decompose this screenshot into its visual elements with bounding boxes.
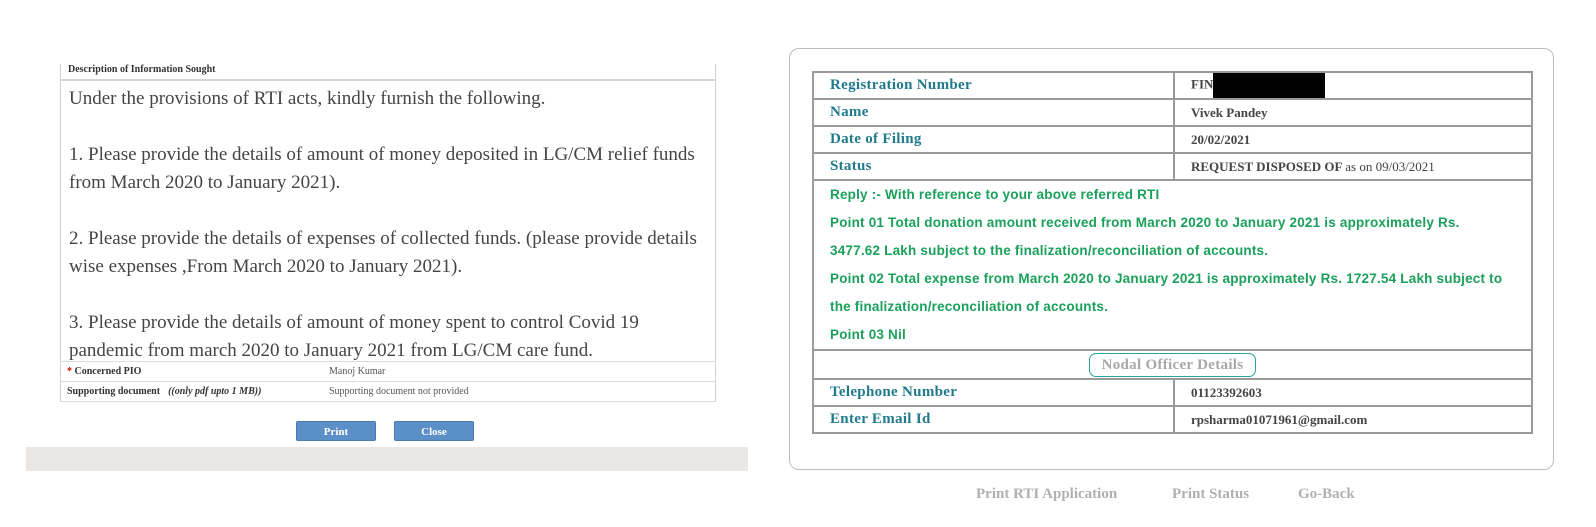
- status-label: Status: [813, 153, 1174, 180]
- concerned-pio-value: Manoj Kumar: [322, 362, 715, 382]
- paragraph-point-1: 1. Please provide the details of amount of money deposited in LG/CM relief funds from March 2020 to January 2021).: [69, 144, 695, 193]
- table-row: [813, 99, 1532, 126]
- status-date: as on 09/03/2021: [1345, 158, 1435, 174]
- concerned-pio-text: Concerned PIO: [74, 366, 142, 377]
- print-rti-application-link[interactable]: Print RTI Application: [976, 486, 1118, 502]
- status-value: [1174, 153, 1532, 180]
- reply-line: Reply :- With reference to your above referred RTI: [830, 187, 1160, 202]
- rti-application-view: [0, 0, 760, 527]
- table-row: [813, 379, 1532, 406]
- status-text: REQUEST DISPOSED OF: [1191, 158, 1342, 174]
- date-of-filing-value: 20/02/2021: [1174, 126, 1532, 153]
- nodal-officer-header: [813, 350, 1532, 379]
- table-row: [813, 406, 1532, 433]
- reply-text: [813, 180, 1532, 350]
- table-row: [813, 153, 1532, 180]
- telephone-number-label: Telephone Number: [813, 379, 1174, 406]
- paragraph-intro: Under the provisions of RTI acts, kindly furnish the following.: [69, 88, 546, 109]
- redaction-box: [1213, 73, 1325, 98]
- concerned-pio-label: [60, 362, 322, 382]
- information-sought-box: [60, 64, 716, 360]
- supporting-document-note: ((only pdf upto 1 MB)): [168, 386, 262, 397]
- table-row: [813, 126, 1532, 153]
- table-row: [813, 72, 1532, 99]
- registration-number-label: Registration Number: [813, 72, 1174, 99]
- supporting-document-value: Supporting document not provided: [322, 382, 715, 402]
- reply-line: the finalization/reconciliation of accounts.: [830, 299, 1109, 314]
- reply-line: 3477.62 Lakh subject to the finalization/reconciliation of accounts.: [830, 243, 1269, 258]
- paragraph-point-2: 2. Please provide the details of expenses of collected funds. (please provide details wise expenses ,From March 2020 to January 2021).: [69, 228, 697, 277]
- information-text: [61, 81, 715, 365]
- paragraph-point-3: 3. Please provide the details of amount of money spent to control Covid 19 pandemic from march 2020 to January 2021 from LG/CM care fund.: [69, 312, 639, 361]
- section-heading: Description of Information Sought: [61, 64, 715, 81]
- reply-line: Point 02 Total expense from March 2020 to January 2021 is approximately Rs. 1727.54 Lakh subject to: [830, 271, 1503, 286]
- email-label: Enter Email Id: [813, 406, 1174, 433]
- nodal-officer-details-label: Nodal Officer Details: [1089, 353, 1257, 377]
- registration-prefix: FIN: [1191, 76, 1214, 92]
- table-row: [60, 362, 715, 382]
- rti-status-card: [789, 48, 1554, 470]
- print-button[interactable]: Print: [296, 421, 376, 441]
- print-status-link[interactable]: Print Status: [1172, 486, 1250, 502]
- name-value: Vivek Pandey: [1174, 99, 1532, 126]
- table-row: [813, 180, 1532, 350]
- registration-number-value: [1174, 72, 1532, 99]
- email-value: rpsharma01071961@gmail.com: [1174, 406, 1532, 433]
- go-back-link[interactable]: Go-Back: [1298, 486, 1355, 502]
- supporting-document-label: [60, 382, 322, 402]
- name-label: Name: [813, 99, 1174, 126]
- table-row: [60, 382, 715, 402]
- footer-bar: [26, 447, 748, 471]
- required-mark: *: [67, 366, 72, 377]
- application-meta-table: [60, 361, 715, 402]
- table-row: [813, 350, 1532, 379]
- status-table: [812, 71, 1533, 434]
- reply-line: Point 03 Nil: [830, 327, 906, 342]
- date-of-filing-label: Date of Filing: [813, 126, 1174, 153]
- telephone-number-value: 01123392603: [1174, 379, 1532, 406]
- supporting-document-text: Supporting document: [67, 386, 161, 397]
- reply-line: Point 01 Total donation amount received from March 2020 to January 2021 is approximately Rs.: [830, 215, 1460, 230]
- close-button[interactable]: Close: [394, 421, 474, 441]
